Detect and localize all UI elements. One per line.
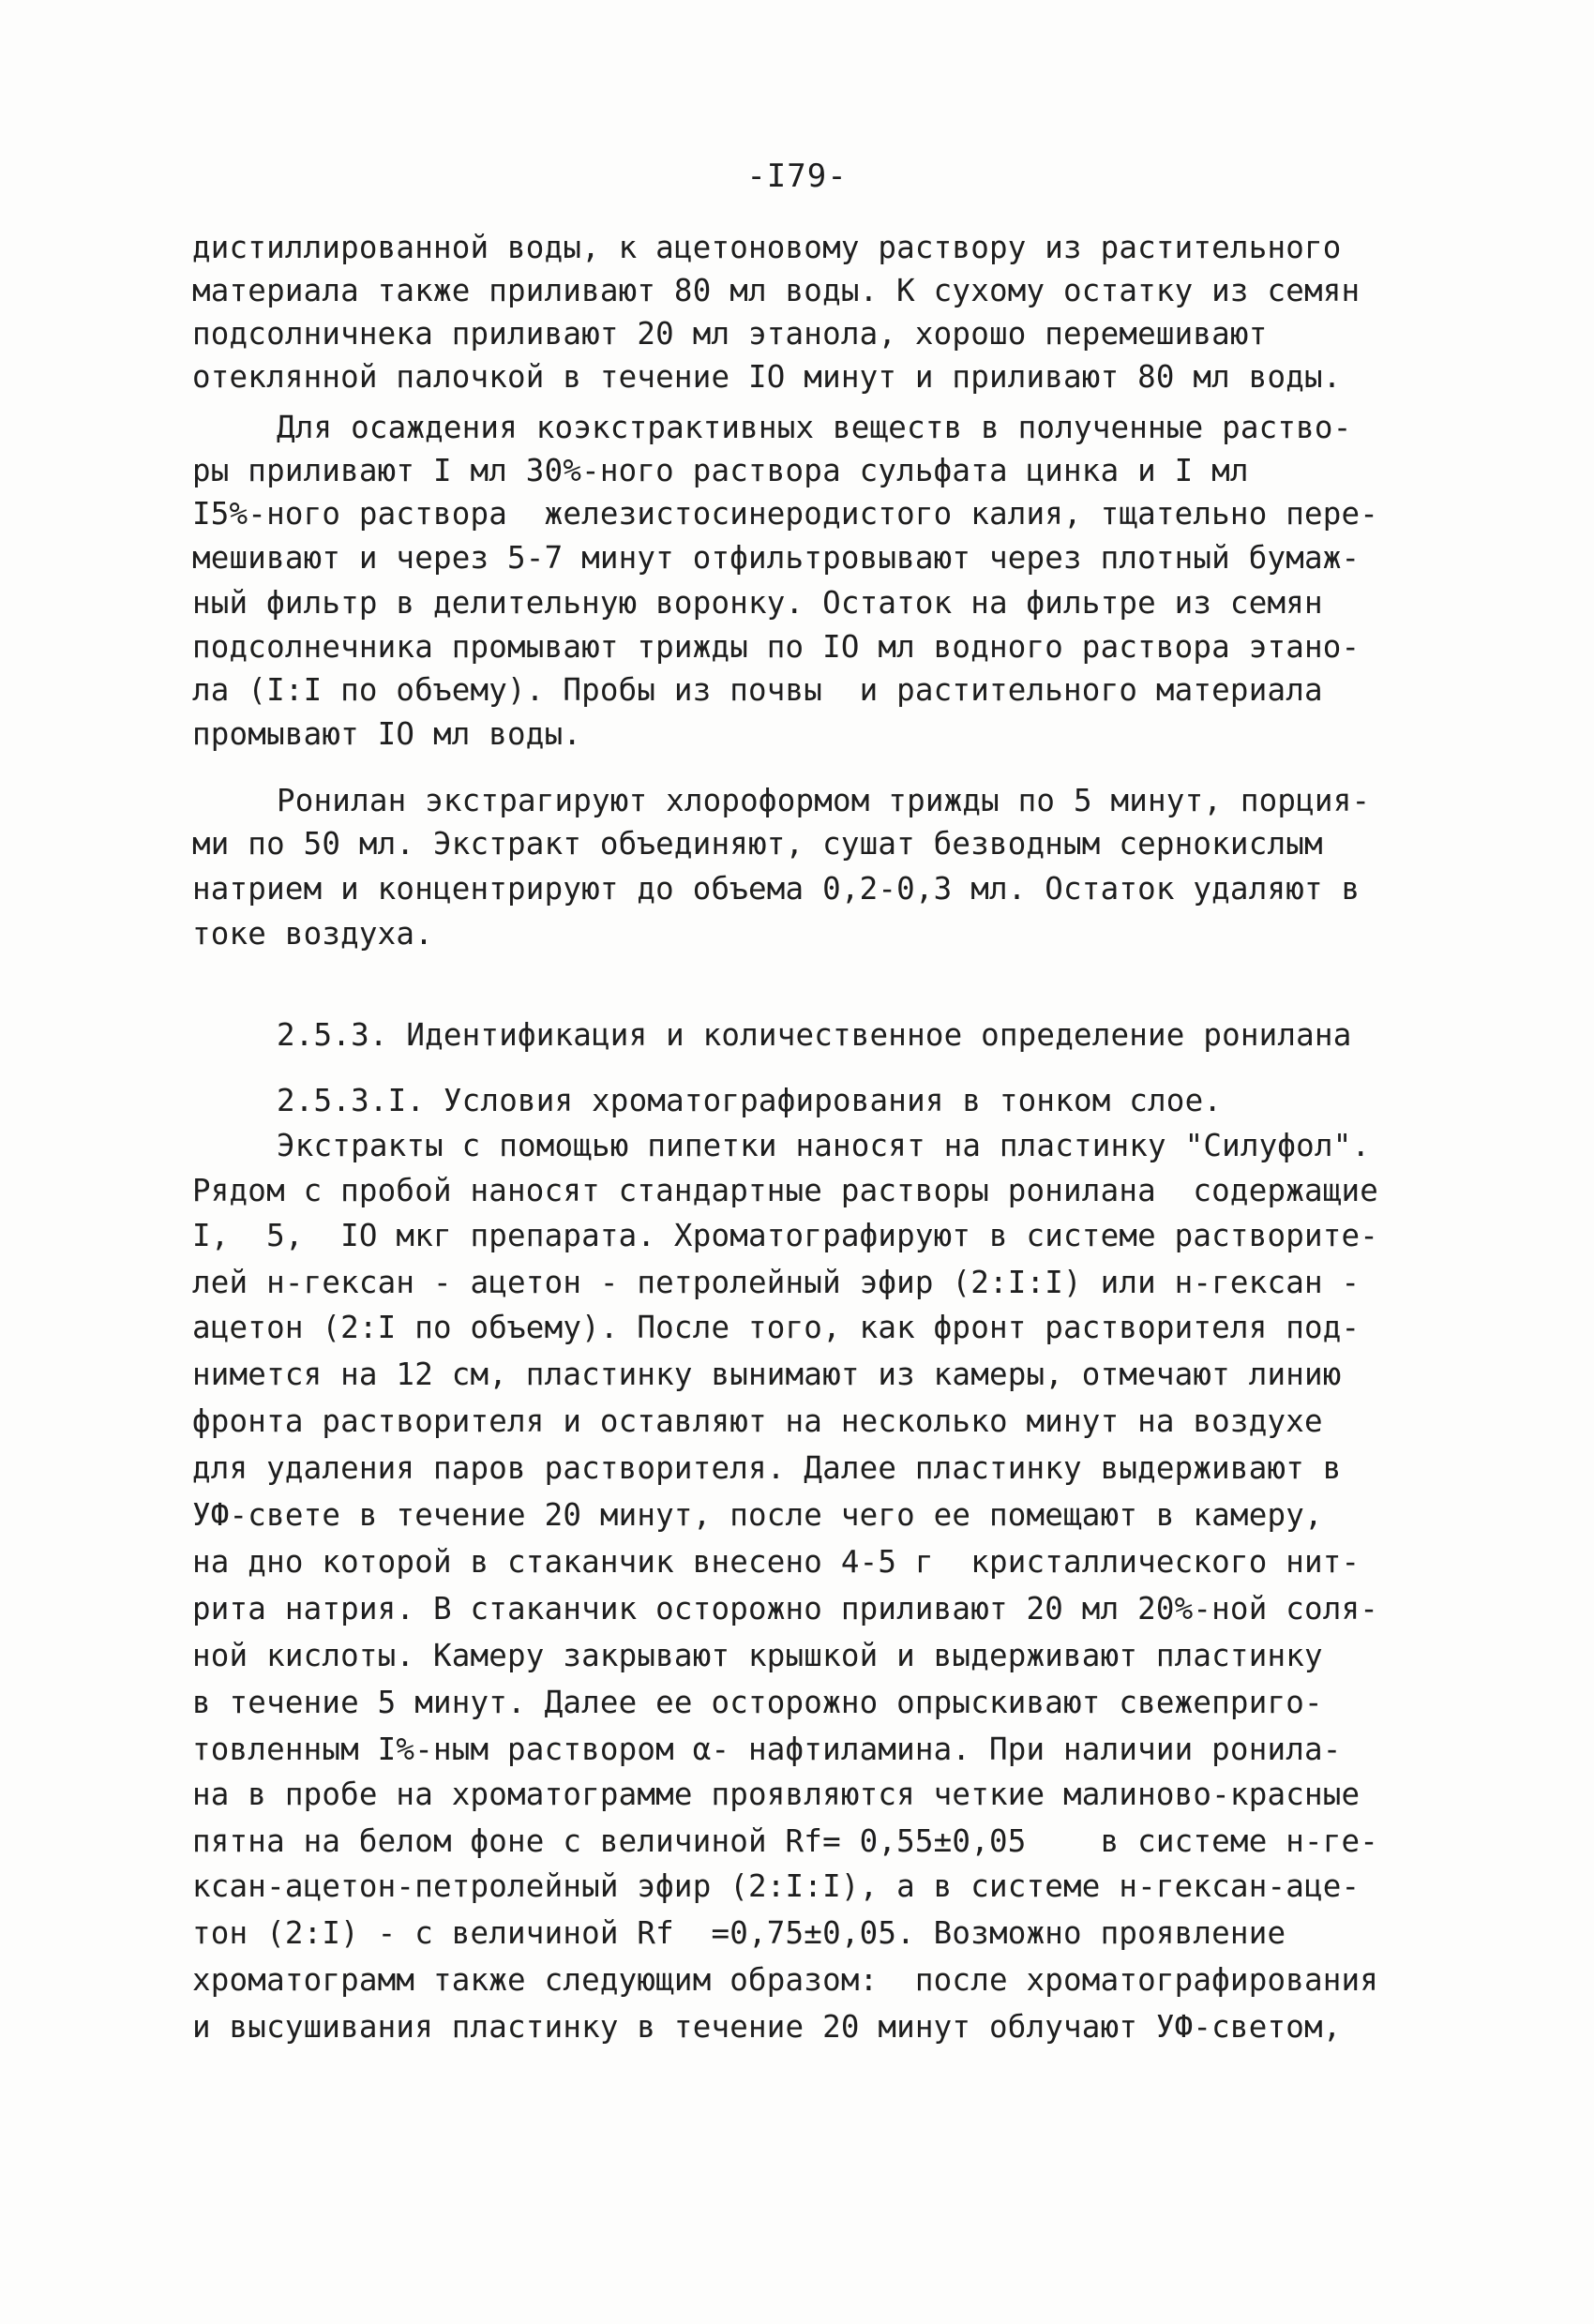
text-line: Рядом с пробой наносят стандартные растворы ронилана содержащие — [192, 1173, 1379, 1208]
text-line: I5%-ного раствора железистосинеродистого калия, тщательно пере- — [192, 496, 1379, 532]
text-line: ной кислоты. Камеру закрывают крышкой и выдерживают пластинку — [192, 1638, 1323, 1673]
text-line: ацетон (2:I по объему). После того, как фронт растворителя под- — [192, 1310, 1361, 1345]
text-line: на дно которой в стаканчик внесено 4-5 г кристаллического нит- — [192, 1544, 1361, 1580]
text-line: I, 5, IO мкг препарата. Хроматографируют в системе растворите- — [192, 1218, 1379, 1253]
text-line: и высушивания пластинку в течение 20 минут облучают УФ-светом, — [192, 2009, 1342, 2045]
text-line: подсолнечника промывают трижды по IO мл водного раствора этано- — [192, 629, 1361, 665]
text-line: нимется на 12 см, пластинку вынимают из камеры, отмечают линию — [192, 1357, 1342, 1392]
text-line: ла (I:I по объему). Пробы из почвы и растительного материала — [192, 672, 1323, 708]
text-line: на в пробе на хроматограмме проявляются четкие малиново-красные — [192, 1777, 1361, 1812]
text-line: ми по 50 мл. Экстракт объединяют, сушат безводным сернокислым — [192, 826, 1323, 862]
text-line: товленным I%-ным раствором α- нафтиламина. При наличии ронила- — [192, 1732, 1342, 1767]
text-line: мешивают и через 5-7 минут отфильтровывают через плотный бумаж- — [192, 540, 1361, 576]
text-line: дистиллированной воды, к ацетоновому раствору из растительного — [192, 230, 1342, 265]
text-line: лей н-гексан - ацетон - петролейный эфир (2:I:I) или н-гексан - — [192, 1265, 1361, 1300]
text-line: натрием и концентрируют до объема 0,2-0,3 мл. Остаток удаляют в — [192, 871, 1361, 907]
text-line: тон (2:I) - с величиной Rf =0,75±0,05. Возможно проявление — [192, 1915, 1286, 1951]
page-number: -I79- — [746, 157, 848, 195]
text-line: УФ-свете в течение 20 минут, после чего ее помещают в камеру, — [192, 1497, 1323, 1533]
text-line: промывают IO мл воды. — [192, 716, 582, 752]
text-line: в течение 5 минут. Далее ее осторожно опрыскивают свежеприго- — [192, 1685, 1323, 1720]
text-line: для удаления паров растворителя. Далее пластинку выдерживают в — [192, 1450, 1342, 1486]
text-line: Ронилан экстрагируют хлороформом трижды по 5 минут, порция- — [277, 783, 1371, 818]
text-line: материала также приливают 80 мл воды. К сухому остатку из семян — [192, 273, 1361, 308]
text-line: рита натрия. В стаканчик осторожно приливают 20 мл 20%-ной соля- — [192, 1591, 1379, 1627]
text-line: ный фильтр в делительную воронку. Остаток на фильтре из семян — [192, 585, 1323, 621]
text-line: Для осаждения коэкстрактивных веществ в полученные раство- — [277, 410, 1352, 445]
text-line: ксан-ацетон-петролейный эфир (2:I:I), а в системе н-гексан-аце- — [192, 1868, 1361, 1904]
text-line: Экстракты с помощью пипетки наносят на пластинку "Силуфол". — [277, 1128, 1371, 1163]
text-line: пятна на белом фоне с величиной Rf= 0,55±0,05 в системе н-ге- — [192, 1823, 1379, 1859]
text-line: ры приливают I мл 30%-ного раствора сульфата цинка и I мл — [192, 453, 1249, 488]
text-line: токе воздуха. — [192, 916, 433, 952]
text-line: хроматограмм также следующим образом: после хроматографирования — [192, 1962, 1379, 1998]
text-line: отеклянной палочкой в течение IO минут и приливают 80 мл воды. — [192, 359, 1342, 395]
section-heading: 2.5.3. Идентификация и количественное определение ронилана — [277, 1017, 1352, 1053]
text-line: фронта растворителя и оставляют на несколько минут на воздухе — [192, 1403, 1323, 1439]
subsection-heading: 2.5.3.I. Условия хроматографирования в тонком слое. — [277, 1083, 1223, 1118]
text-line: подсолничнека приливают 20 мл этанола, хорошо перемешивают — [192, 316, 1268, 352]
